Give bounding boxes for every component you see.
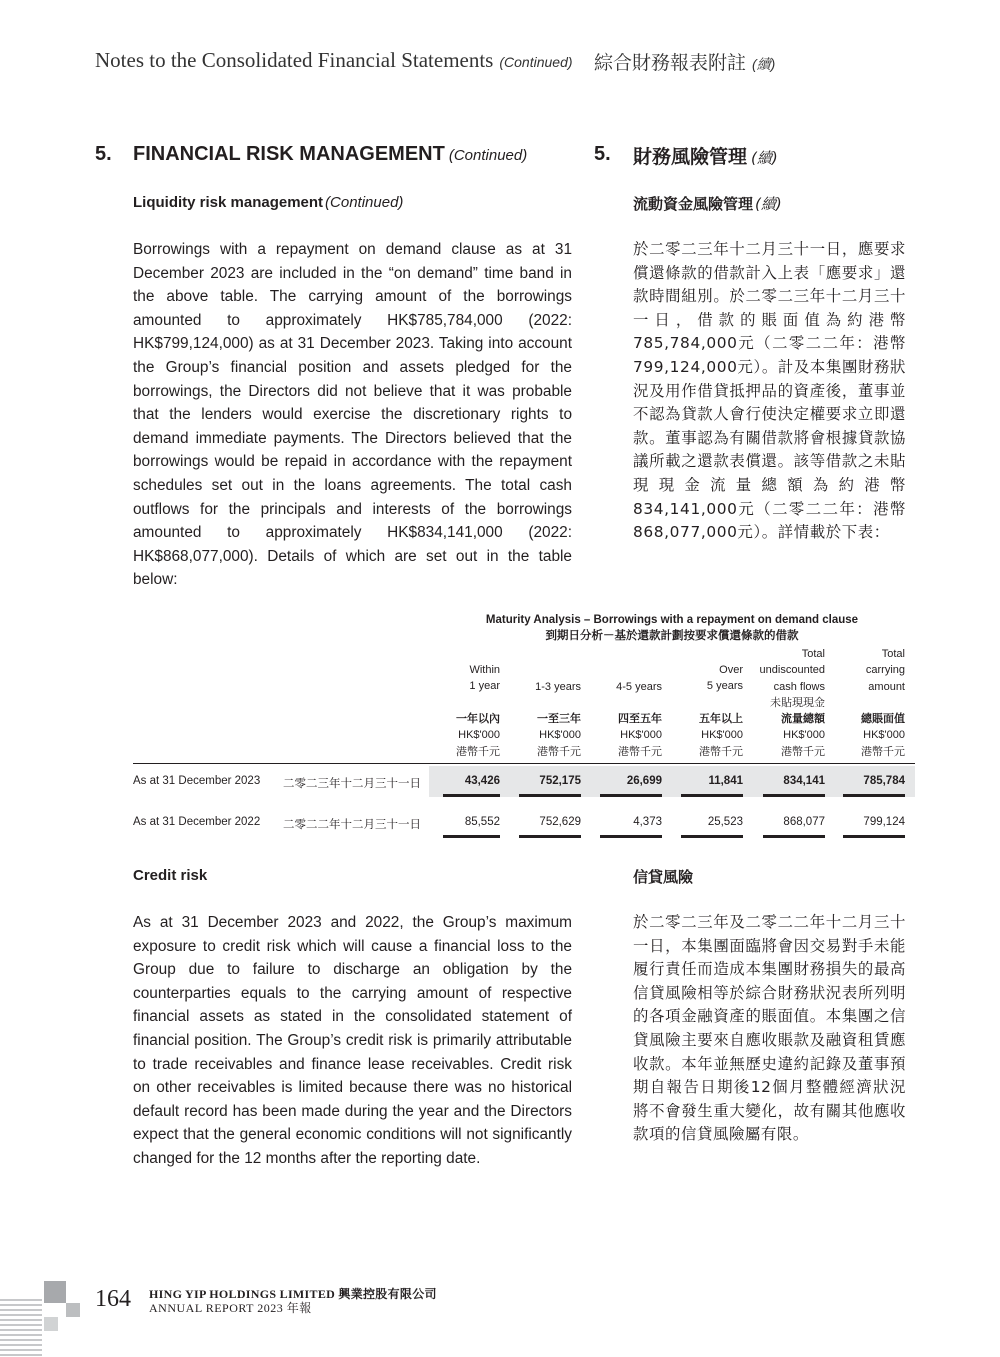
total-underline (843, 794, 905, 797)
total-underline (443, 835, 500, 838)
col-header-4-5-years: 4-5 years (616, 681, 662, 693)
credit-heading-en: Credit risk (133, 867, 208, 884)
table-cell: 26,699 (626, 775, 662, 787)
liquidity-paragraph-zh: 於二零二三年十二月三十一日，應要求償還條款的借款計入上表「應要求」還款時間組別。於二零二三年十二月三十一日，借款的賬面值為約港幣785,784,000元（二零二二年：港幣799,124,000元）。計及本集團財務狀況及用作借貸抵押品的資產後，董事並不認為貸款人會行使決定權要求立即還款。董事認為有關借款將會根據貸款協議所載之還款表償還。該等借款之未貼現現金流量總額為約港幣834,141,000元（二零二二年：港幣868,077,000元）。詳情載於下表： (633, 240, 906, 542)
row-label-2023-zh: 二零二三年十二月三十一日 (283, 778, 421, 790)
col-subheader-0: 一年以內 HK$'000 港幣千元 (456, 713, 500, 758)
total-underline (443, 794, 500, 797)
total-underline (763, 835, 825, 838)
running-header-zh: 綜合財務報表附註 (續) (594, 52, 776, 74)
liquidity-paragraph-en: Borrowings with a repayment on demand clause as at 31 December 2023 are included in the “on demand” time band in the above table. The carrying amount of the borrowings amounted to approximately HK$785,784,000 (2022: HK$799,124,000) as at 31 December 2023. Taking into account the Group’s financial position and assets pledged for the borrowings, the Directors did not believe that it was probable that the lenders would exercise the discretionary rights to demand immediate payments. The Directors believed that the borrowings would be repaid in accordance with the repayment schedules set out in the loans agreements. The total cash outflows for the principals and interests of the borrowings amounted to approximately HK$834,141,000 (2022: HK$868,077,000). Details of which are set out in the table below: (133, 241, 572, 589)
total-underline (519, 835, 581, 838)
table-title: Maturity Analysis – Borrowings with a repayment on demand clause 到期日分析－基於還款計劃按要求償還條款的借款 (485, 614, 859, 642)
liquidity-heading-en: Liquidity risk management (Continued) (133, 194, 404, 211)
table-cell: 799,124 (863, 816, 905, 828)
col-header-within-1-year: Within 1 year (469, 664, 500, 693)
col-subheader-1: 一至三年 HK$'000 港幣千元 (537, 713, 581, 758)
table-cell: 834,141 (783, 775, 825, 787)
col-subheader-4: 流量總額 HK$'000 港幣千元 (781, 713, 825, 758)
section-number-zh: 5. (594, 143, 611, 165)
table-cell: 25,523 (707, 816, 743, 828)
section-number: 5. (95, 143, 112, 165)
credit-paragraph-en: As at 31 December 2023 and 2022, the Group’s maximum exposure to credit risk which will cause a financial loss to the Group due to failure to discharge an obligation by the counterparties equals to the carrying amount of respective financial assets as stated in the consolidated statement of financial position. The Group’s credit risk is primarily attributable to trade receivables and finance lease receivables. Credit risk on other receivables is limited because there was no historical default record has been made during the year and the Directors expect that the general economic conditions will not significantly changed for the 12 months after the reporting date. (133, 914, 572, 1167)
col-header-1-3-years: 1-3 years (535, 681, 581, 693)
page-number: 164 (95, 1286, 131, 1312)
footer-company: HING YIP HOLDINGS LIMITED 興業控股有限公司 (149, 1287, 437, 1301)
total-underline (681, 835, 743, 838)
total-underline (681, 794, 743, 797)
col-header-total-undiscounted: Total undiscounted cash flows 未貼現現金 (759, 648, 825, 709)
table-cell: 4,373 (633, 816, 662, 828)
section-title-zh: 財務風險管理 (續) (633, 146, 778, 168)
total-underline (519, 794, 581, 797)
table-cell: 752,175 (539, 775, 581, 787)
col-header-over-5-years: Over 5 years (706, 664, 743, 693)
table-cell: 85,552 (464, 816, 500, 828)
section-title-en: FINANCIAL RISK MANAGEMENT (Continued) (133, 143, 528, 165)
row-label-2022-zh: 二零二二年十二月三十一日 (283, 819, 421, 831)
col-subheader-2: 四至五年 HK$'000 港幣千元 (618, 713, 662, 758)
running-header-en: Notes to the Consolidated Financial Statements (Continued) (95, 48, 573, 72)
table-cell: 43,426 (464, 775, 500, 787)
col-header-total-carrying: Total carrying amount (865, 648, 905, 693)
credit-heading-zh: 信貸風險 (633, 868, 694, 886)
footer-report: ANNUAL REPORT 2023 年報 (149, 1301, 312, 1315)
total-underline (600, 794, 662, 797)
table-cell: 11,841 (708, 775, 743, 787)
table-cell: 785,784 (863, 775, 905, 787)
total-underline (600, 835, 662, 838)
header-rule (133, 763, 915, 764)
total-underline (763, 794, 825, 797)
table-cell: 868,077 (783, 816, 825, 828)
row-label-2022-en: As at 31 December 2022 (133, 816, 261, 828)
credit-paragraph-zh: 於二零二三年及二零二二年十二月三十一日，本集團面臨將會因交易對手未能履行責任而造成本集團財務損失的最高信貸風險相等於綜合財務狀況表所列明的各項金融資產的賬面值。本集團之信貸風險主要來自應收賬款及融資租賃應收款。本年並無歷史違約記錄及董事預期自報告日期後12個月整體經濟狀況將不會發生重大變化，故有關其他應收款項的信貸風險屬有限。 (633, 913, 906, 1144)
col-subheader-3: 五年以上 HK$'000 港幣千元 (699, 713, 743, 758)
liquidity-heading-zh: 流動資金風險管理 (續) (633, 195, 782, 213)
col-subheader-5: 總賬面值 HK$'000 港幣千元 (861, 713, 905, 758)
total-underline (843, 835, 905, 838)
table-cell: 752,629 (539, 816, 581, 828)
row-label-2023-en: As at 31 December 2023 (133, 775, 261, 787)
